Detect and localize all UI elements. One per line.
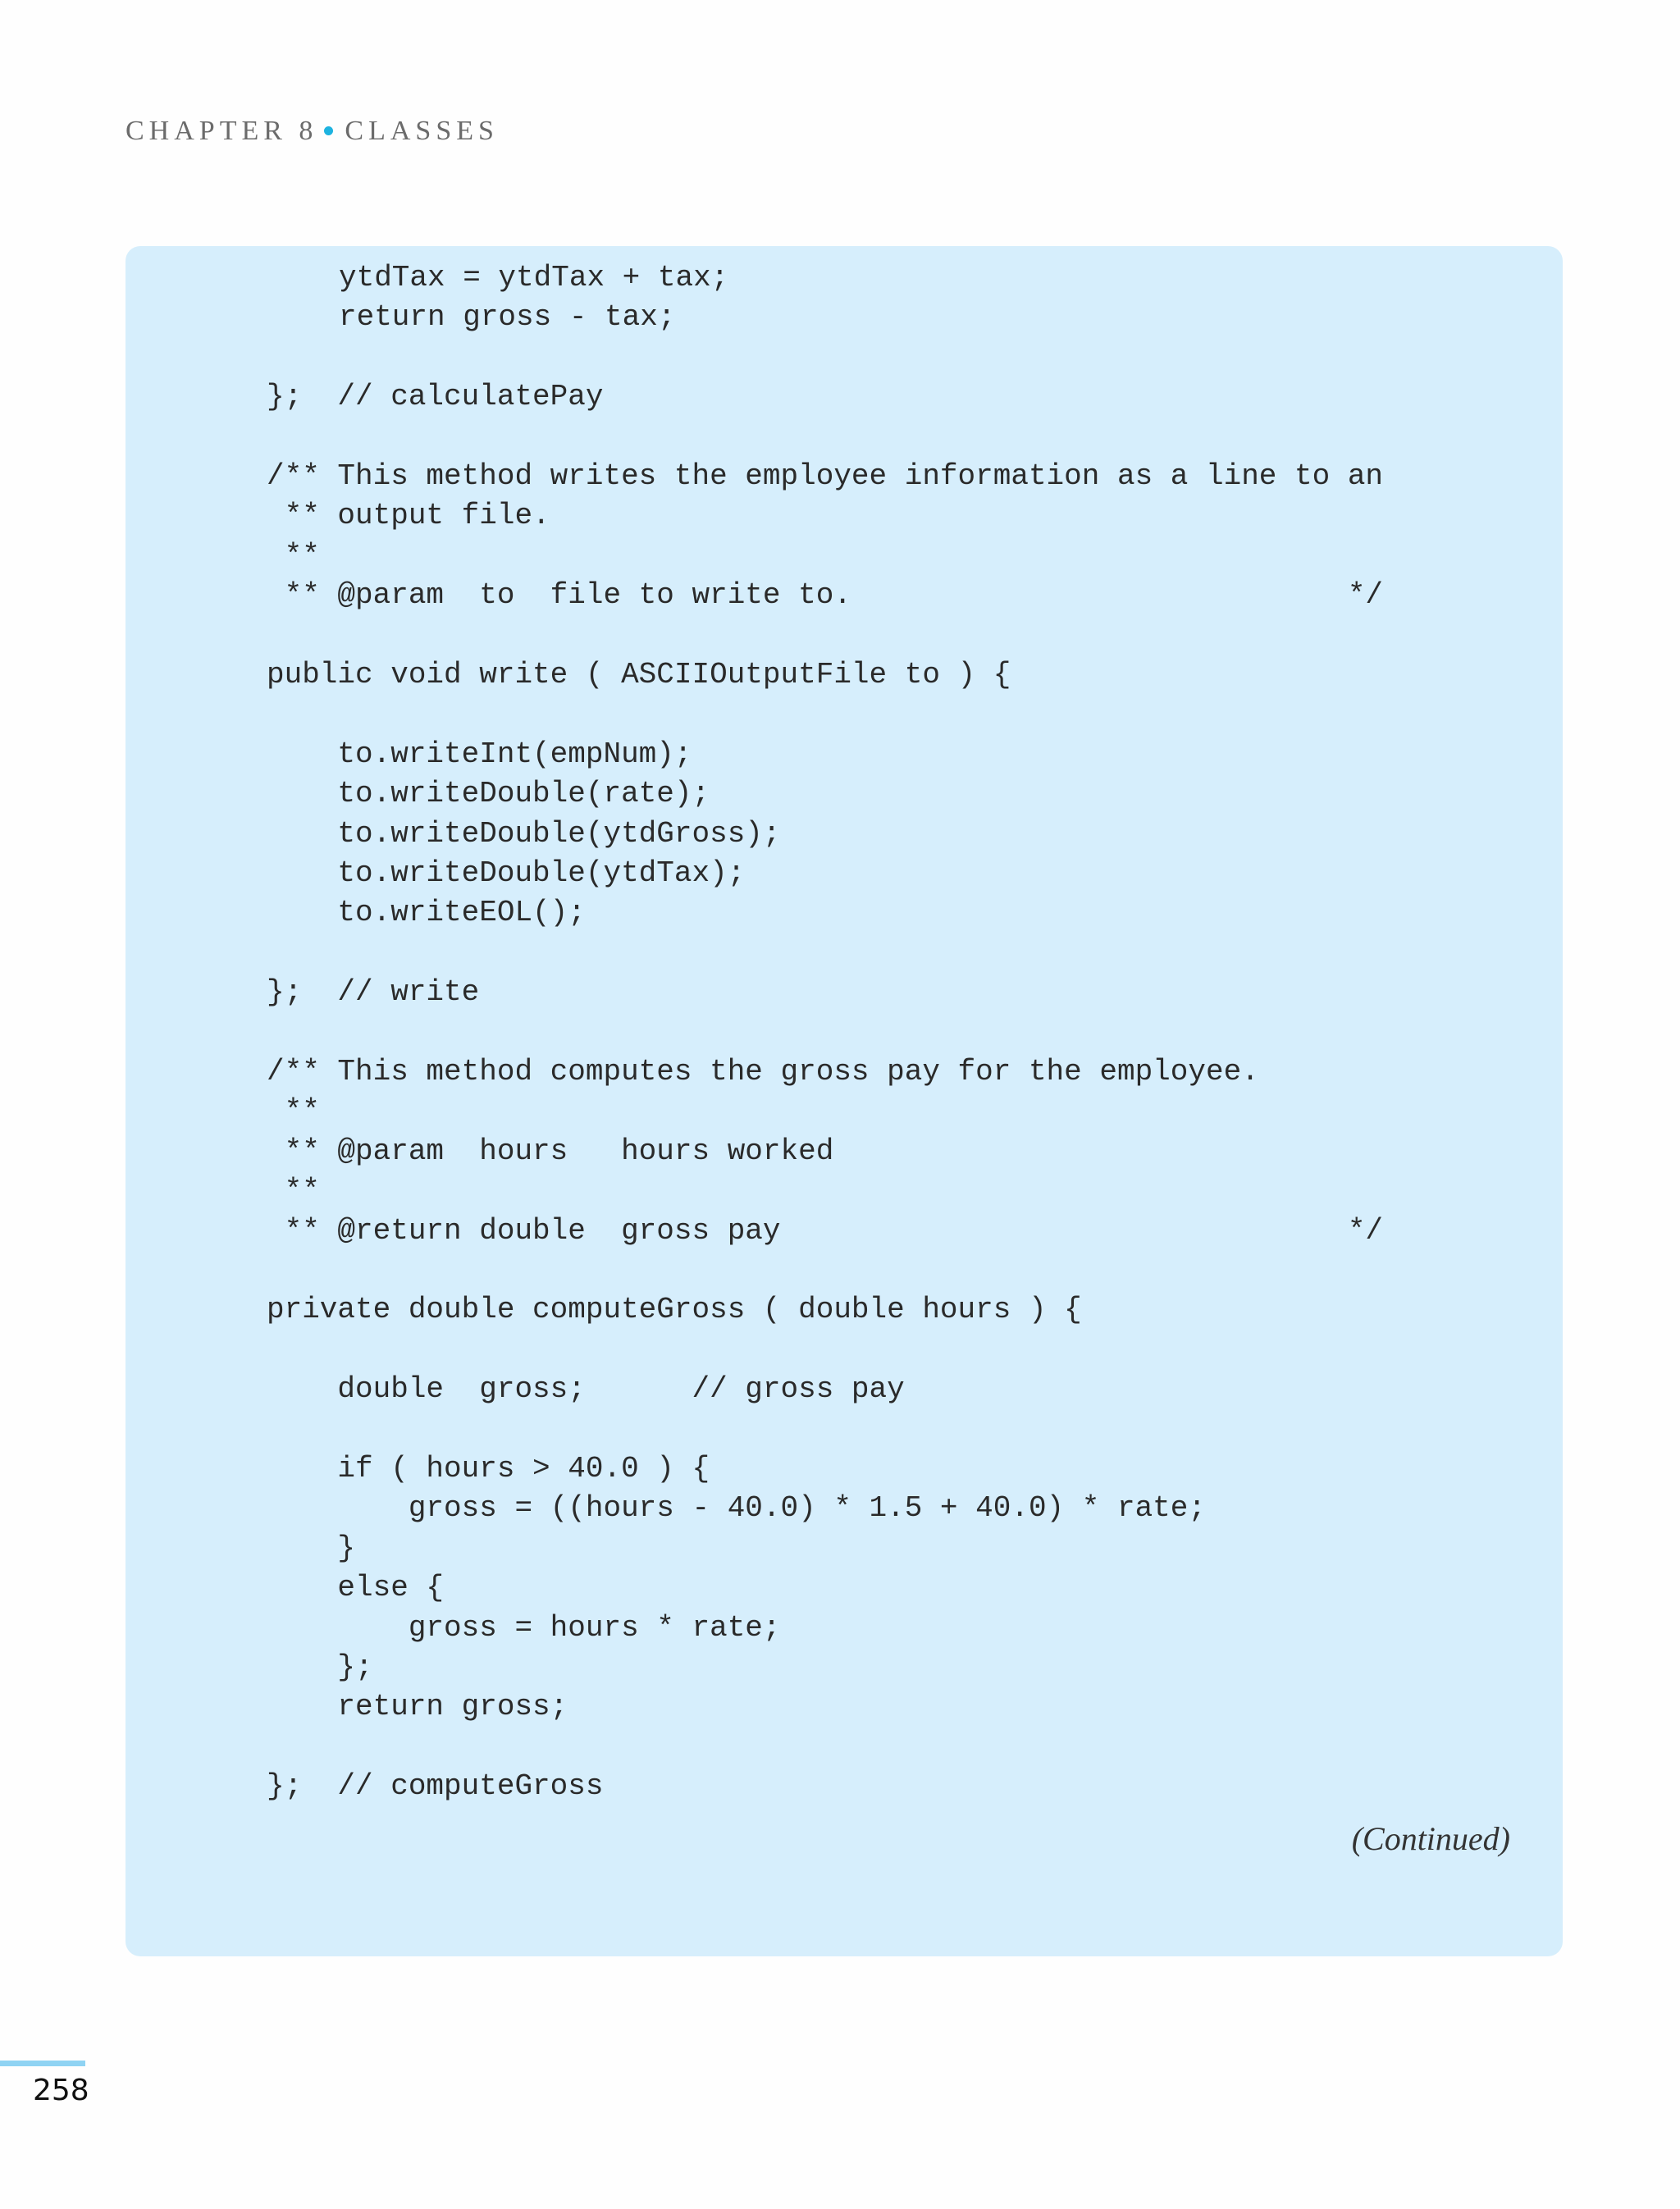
chapter-label: CHAPTER 8	[126, 116, 318, 146]
code-line: ** @param hours hours worked	[267, 1134, 834, 1168]
code-line: gross = ((hours - 40.0) * 1.5 + 40.0) * rate;	[267, 1491, 1206, 1526]
code-line: };	[267, 1650, 373, 1684]
code-line: **	[267, 1094, 320, 1129]
code-line: to.writeDouble(ytdTax);	[267, 856, 746, 890]
code-line: if ( hours > 40.0 ) {	[267, 1452, 710, 1486]
running-head	[126, 113, 499, 149]
code-line: to.writeDouble(rate);	[267, 777, 710, 811]
code-line: to.writeDouble(ytdGross);	[267, 816, 781, 851]
code-line: to.writeEOL();	[267, 896, 586, 930]
bullet-separator	[324, 126, 333, 135]
code-line: }; // write	[267, 975, 480, 1010]
folio-rule	[0, 2061, 85, 2066]
code-line: private double computeGross ( double hours ) {	[267, 1293, 1082, 1327]
code-listing	[126, 246, 1563, 1956]
page-number: 258	[33, 2074, 89, 2107]
code-line: ** @return double gross pay */	[267, 1213, 1384, 1248]
code-line: **	[267, 1174, 320, 1208]
code-line: ** output file.	[267, 499, 550, 533]
code-line: gross = hours * rate;	[267, 1610, 781, 1645]
code-line: to.writeInt(empNum);	[267, 737, 692, 771]
code-line: /** This method writes the employee information as a line to an	[267, 459, 1384, 493]
code-line: }	[267, 1531, 356, 1565]
code-line: else {	[267, 1571, 445, 1605]
code-line: /** This method computes the gross pay for the employee.	[267, 1055, 1259, 1089]
chapter-title: CLASSES	[345, 116, 499, 146]
code-line: public void write ( ASCIIOutputFile to ) {	[267, 658, 1011, 691]
code-line: **	[267, 538, 320, 573]
code-line: }; // calculatePay	[267, 380, 604, 414]
code-line: ** @param to file to write to. */	[267, 578, 1384, 613]
code-line: ytdTax = ytdTax + tax;	[339, 261, 729, 294]
code-line: return gross - tax;	[339, 300, 676, 335]
continued-label: (Continued)	[1351, 1820, 1510, 1857]
code-line: double gross; // gross pay	[267, 1372, 905, 1407]
code-line: }; // computeGross	[267, 1769, 604, 1804]
code-line: return gross;	[267, 1690, 568, 1724]
